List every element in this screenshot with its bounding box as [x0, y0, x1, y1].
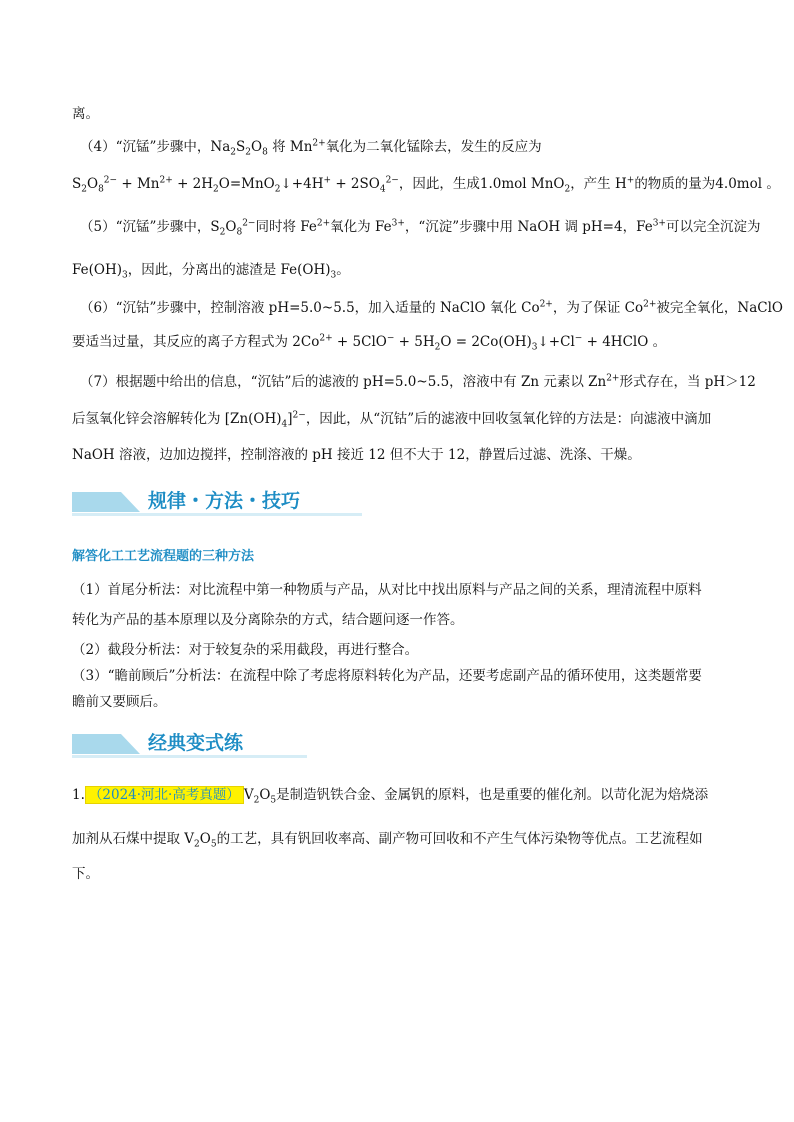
item-7-text-cont: 后氢氧化锌会溶解转化为 $[Zn(OH)_4]^{2-}$，因此，从“沉钴”后的滤液中回收氢氧化锌的方法是：向滤液中滴加 [72, 410, 712, 430]
method-3: （3）“瞻前顾后”分析法：在流程中除了考虑将原料转化为产品，还要考虑副产品的循环使用，这类题常要 [72, 668, 702, 684]
section-title: 经典变式练 [148, 732, 244, 754]
heading-underline [72, 513, 362, 516]
section-heading-practice [72, 732, 307, 762]
item-4-text: （4）“沉锰”步骤中，$Na_2S_2O_8$ 将 $Mn^{2+}$氧化为二氧化锰除去，发生的反应为 [80, 138, 542, 158]
heading-decoration [72, 492, 140, 512]
section-heading-methods [72, 490, 362, 520]
section-title: 规律・方法・技巧 [148, 490, 301, 512]
item-5-text: （5）“沉锰”步骤中，$S_2O_8^{2-}$同时将 $Fe^{2+}$氧化为 $Fe^{3+}$，“沉淀”步骤中用 NaOH 调 pH=4，$Fe^{3+}$可以完全沉淀为 [80, 218, 761, 238]
source-tag: （2024·河北·高考真题） [85, 786, 244, 804]
method-1-cont: 转化为产品的基本原理以及分离除杂的方式，结合题问逐一作答。 [72, 612, 464, 628]
method-title: 解答化工工艺流程题的三种方法 [72, 549, 255, 564]
question-1-cont: 加剂从石煤中提取 $V_2O_5$的工艺，具有钒回收率高、副产物可回收和不产生气体污染物等优点。工艺流程如 [72, 831, 703, 850]
item-6-equation: 要适当过量，其反应的离子方程式为 $2Co^{2+} + 5ClO^- + 5H_2O$ = $2Co(OH)_3↓+Cl^-$ + 4HClO 。 [72, 333, 667, 353]
question-1: 1. （2024·河北·高考真题） $V_2O_5$是制造钒铁合金、金属钒的原料，也是重要的催化剂。以苛化泥为焙烧添 [72, 787, 709, 806]
item-5-text-cont: $Fe(OH)_3$，因此，分离出的滤渣是 $Fe(OH)_3$。 [72, 262, 350, 281]
paragraph-fragment: 离。 [72, 106, 99, 122]
method-3-cont: 瞻前又要顾后。 [72, 694, 167, 710]
method-2: （2）截段分析法：对于较复杂的采用截段，再进行整合。 [72, 642, 419, 658]
heading-underline [72, 755, 307, 758]
item-6-text: （6）“沉钴”步骤中，控制溶液 pH=5.0~5.5，加入适量的 NaClO 氧化 $Co^{2+}$，为了保证 $Co^{2+}$被完全氧化，NaClO [80, 299, 783, 316]
heading-decoration [72, 734, 140, 754]
question-1-end: 下。 [72, 866, 99, 882]
method-1: （1）首尾分析法：对比流程中第一种物质与产品，从对比中找出原料与产品之间的关系，理清流程中原料 [72, 582, 702, 598]
item-4-equation: $S_2O_8^{2-} + Mn^{2+}$ + $2H_2O=MnO_2↓+4H^+ + 2SO_4^{2-}$，因此，生成1.0mol MnO$_2$，产生 H+的物质的量为4.0mol 。 [72, 175, 780, 195]
item-7-text-end: NaOH 溶液，边加边搅拌，控制溶液的 pH 接近 12 但不大于 12，静置后过滤、洗涤、干燥。 [72, 447, 641, 463]
item-7-text: （7）根据题中给出的信息，“沉钴”后的滤液的 pH=5.0~5.5，溶液中有 Zn 元素以 $Zn^{2+}$形式存在，当 pH＞12 [80, 373, 756, 390]
